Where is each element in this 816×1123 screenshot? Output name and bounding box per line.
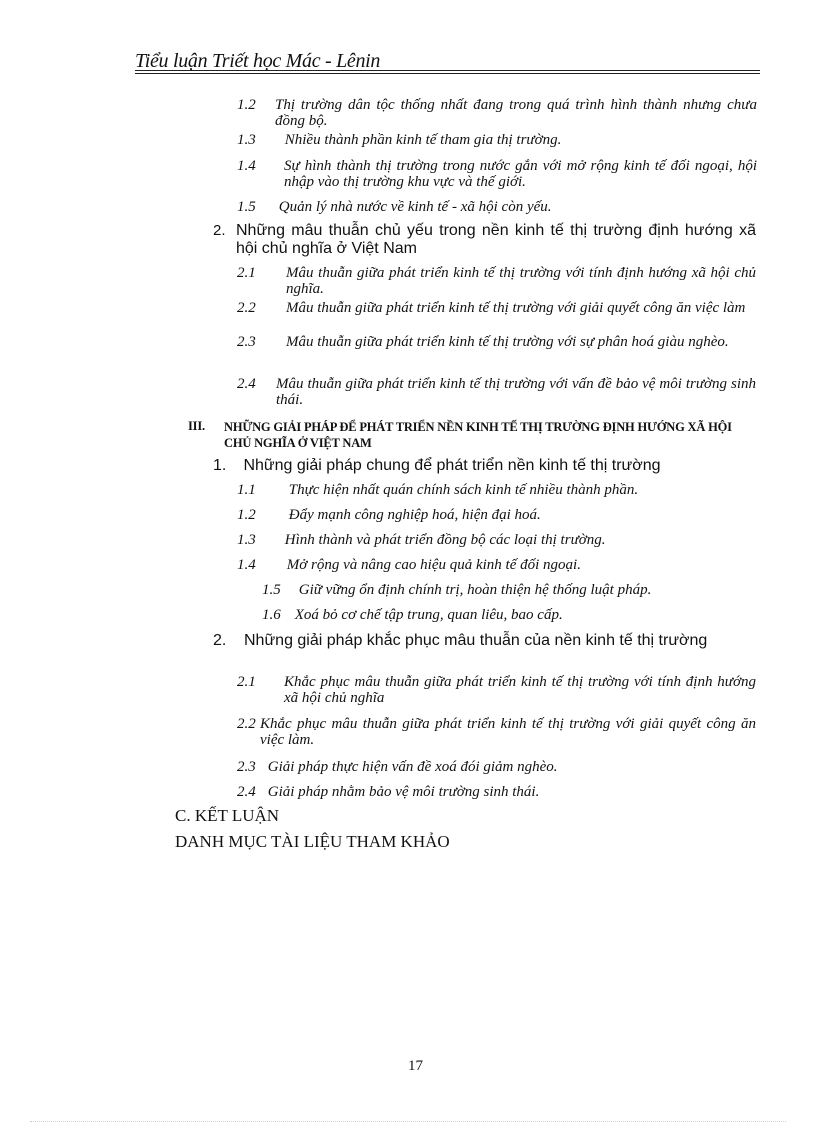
toc-item-number: 2.1 <box>237 674 256 690</box>
toc-item-text: Những giải pháp khắc phục mâu thuẫn của nền kinh tế thị trường <box>244 632 708 649</box>
toc-item <box>262 607 563 624</box>
toc-item-number: 2. <box>213 632 227 649</box>
toc-item <box>237 674 256 691</box>
toc-item <box>237 557 581 574</box>
toc-item <box>237 158 256 175</box>
toc-item-number: 2.4 <box>237 784 256 800</box>
toc-item-text: Giải pháp nhằm bảo vệ môi trường sinh thái. <box>267 784 540 800</box>
toc-item <box>237 376 256 393</box>
section-references: DANH MỤC TÀI LIỆU THAM KHẢO <box>175 832 450 851</box>
toc-item <box>237 97 275 114</box>
toc-item-number: 2.1 <box>237 265 256 281</box>
toc-item <box>237 532 606 549</box>
toc-item-text: Mâu thuẫn giữa phát triển kinh tế thị trường với tính định hướng xã hội chủ nghĩa. <box>286 265 756 297</box>
toc-item-text: Nhiều thành phần kinh tế tham gia thị trường. <box>284 132 562 148</box>
toc-item-text: Mâu thuẫn giữa phát triển kinh tế thị trường với giải quyết công ăn việc làm <box>286 300 746 316</box>
toc-item <box>237 482 638 499</box>
toc-item-text: Khắc phục mâu thuẫn giữa phát triển kinh tế thị trường với tính định hướng xã hội chủ nghĩa <box>284 674 756 706</box>
page-number: 17 <box>408 1058 423 1074</box>
toc-item-number: 1. <box>213 457 227 474</box>
toc-item <box>237 265 256 282</box>
toc-item <box>237 334 256 351</box>
toc-item-text: Sự hình thành thị trường trong nước gắn với mở rộng kinh tế đối ngoại, hội nhập vào thị trường khu vực và thế giới. <box>284 158 757 190</box>
page-bottom-border <box>30 1121 786 1122</box>
toc-item-number: 1.1 <box>237 482 256 498</box>
toc-item-number: 1.2 <box>237 97 256 113</box>
toc-item-text: Giải pháp thực hiện vấn đề xoá đói giảm nghèo. <box>267 759 558 775</box>
section-heading <box>188 419 205 434</box>
toc-item-number: 1.2 <box>237 507 256 523</box>
toc-item-text: Mâu thuẫn giữa phát triển kinh tế thị trường với vấn đề bảo vệ môi trường sinh thái. <box>276 376 756 408</box>
page-header-title: Tiểu luận Triết học Mác - Lênin <box>135 50 381 72</box>
toc-item <box>237 132 561 149</box>
header-divider <box>135 70 760 74</box>
toc-item-number: 1.5 <box>262 582 281 598</box>
toc-item <box>237 759 558 776</box>
toc-item <box>237 784 539 801</box>
toc-item-text: Những giải pháp chung để phát triển nền kinh tế thị trường <box>243 457 661 474</box>
section-heading-number: III. <box>188 419 205 433</box>
toc-item-number: 2.4 <box>237 376 256 392</box>
toc-item-number: 1.6 <box>262 607 281 623</box>
toc-item-number: 2.3 <box>237 334 256 350</box>
toc-item-text: Giữ vững ổn định chính trị, hoàn thiện hệ thống luật pháp. <box>298 582 652 598</box>
toc-item <box>213 457 661 475</box>
toc-item-text: Xoá bỏ cơ chế tập trung, quan liêu, bao cấp. <box>294 607 563 623</box>
section-heading-text: NHỮNG GIẢI PHÁP ĐỂ PHÁT TRIỂN NỀN KINH TẾ THỊ TRƯỜNG ĐỊNH HƯỚNG XÃ HỘI CHỦ NGHĨA Ở VIỆT NAM <box>224 420 732 450</box>
toc-item-text: Mâu thuẫn giữa phát triển kinh tế thị trường với sự phân hoá giàu nghèo. <box>286 334 729 350</box>
toc-item-text: Thực hiện nhất quán chính sách kinh tế nhiều thành phần. <box>288 482 639 498</box>
toc-item-text: Những mâu thuẫn chủ yếu trong nền kinh tế thị trường định hướng xã hội chủ nghĩa ở Việt Nam <box>236 222 756 257</box>
toc-item-text: Đẩy mạnh công nghiệp hoá, hiện đại hoá. <box>288 507 541 523</box>
toc-item-number: 1.5 <box>237 199 256 215</box>
toc-item-text: Quản lý nhà nước về kinh tế - xã hội còn yếu. <box>278 199 552 215</box>
toc-item-number: 2.2 <box>237 716 256 732</box>
toc-item <box>237 716 256 733</box>
toc-item-number: 1.4 <box>237 158 256 174</box>
toc-item-number: 2. <box>213 222 226 239</box>
toc-item-text: Mở rộng và nâng cao hiệu quả kinh tế đối ngoại. <box>286 557 581 573</box>
toc-item-text: Thị trường dân tộc thống nhất đang trong quá trình hình thành nhưng chưa đồng bộ. <box>275 97 757 129</box>
toc-item <box>237 300 256 317</box>
toc-item-number: 2.2 <box>237 300 256 316</box>
toc-item <box>237 507 541 524</box>
toc-item <box>213 632 226 650</box>
toc-item-number: 1.3 <box>237 132 256 148</box>
toc-item-text: Khắc phục mâu thuẫn giữa phát triển kinh tế thị trường với giải quyết công ăn việc làm. <box>260 716 756 748</box>
toc-item-text: Hình thành và phát triển đồng bộ các loại thị trường. <box>284 532 606 548</box>
toc-item-number: 1.3 <box>237 532 256 548</box>
toc-item <box>237 199 552 216</box>
toc-item <box>213 222 226 239</box>
toc-item <box>262 582 651 599</box>
toc-item-number: 1.4 <box>237 557 256 573</box>
section-conclusion: C. KẾT LUẬN <box>175 806 280 825</box>
toc-item-number: 2.3 <box>237 759 256 775</box>
